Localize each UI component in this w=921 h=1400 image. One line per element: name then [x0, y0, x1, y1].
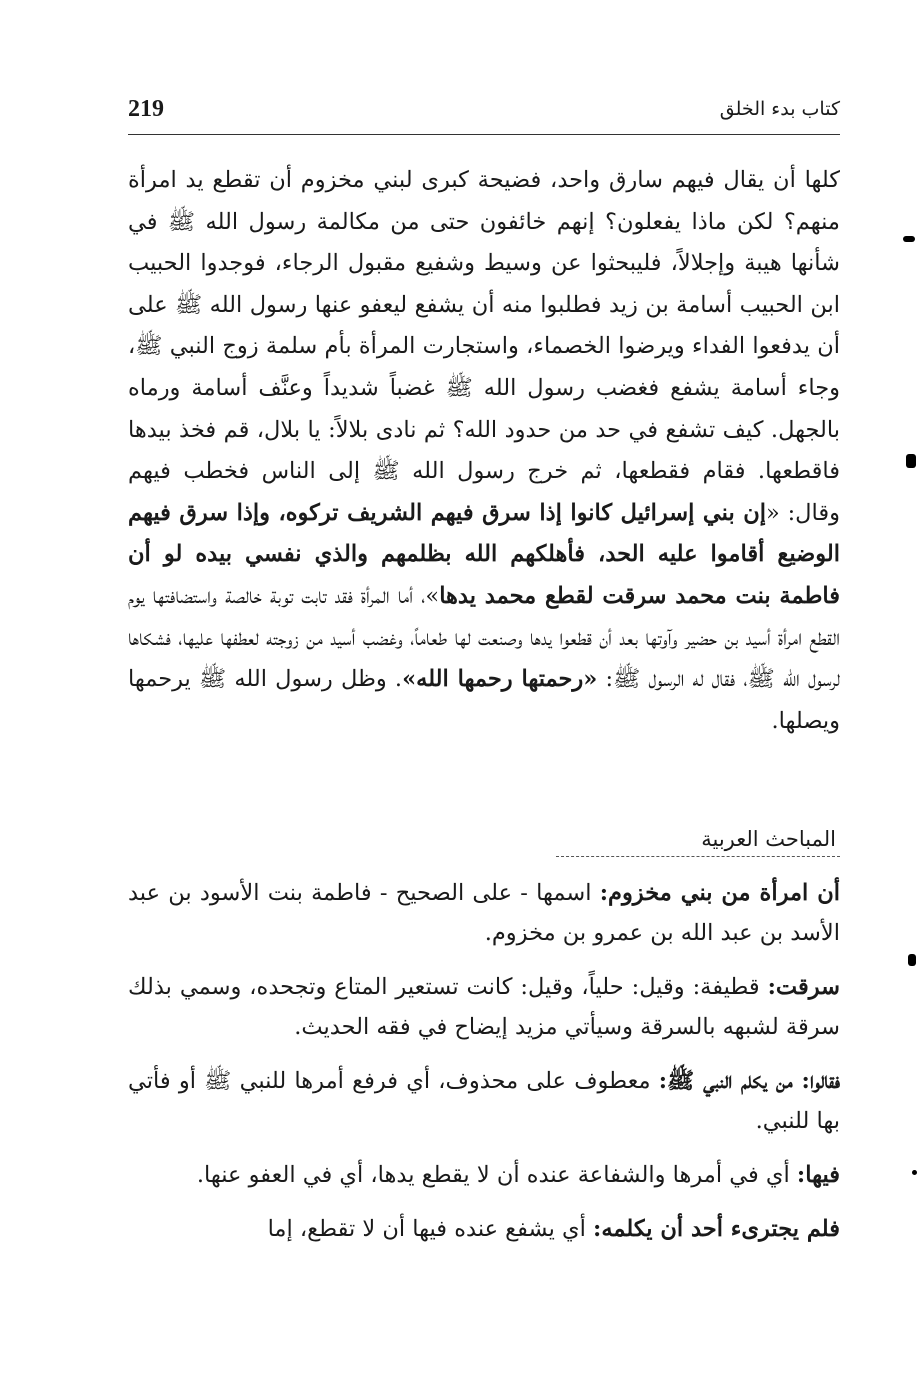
hadith-quote: «رحمتها رحمها الله» [402, 666, 598, 693]
paragraph [128, 160, 840, 742]
entry [128, 1061, 840, 1141]
entry-text: معطوف على محذوف، أي فرفع أمرها للنبي ﷺ أو فأتي بها للنبي. [128, 1068, 840, 1134]
paragraph-text: »، أما المرأة فقد تابت توبة خالصة واستضافتها يوم القطع امرأة أسيد بن حضير وآوتها بعد أن قطعوا يدها وصنعت لها طعاماً، وغضب أسيد من زوجته لعطفها عليها، فشكاها لرسول الله ﷺ، فقال له الرسول ﷺ: [128, 582, 841, 693]
paragraph-text: كلها أن يقال فيهم سارق واحد، فضيحة كبرى لبني مخزوم أن تقطع يد امرأة منهم؟ لكن ماذا يفعلون؟ إنهم خائفون حتى من مكالمة رسول الله ﷺ في شأنها هيبة وإجلالاً، فليبحثوا عن وسيط وشفيع مقبول الرجاء، فوجدوا الحبيب ابن الحبيب أسامة بن زيد فطلبوا منه أن يشفع ليعفو عنها رسول الله ﷺ على أن يدفعوا الفداء ويرضوا الخصماء، واستجارت المرأة بأم سلمة زوج النبي ﷺ، وجاء أسامة يشفع فغضب رسول الله ﷺ غضباً شديداً وعنَّف أسامة ورماه بالجهل. كيف تشفع في حد من حدود الله؟ ثم نادى بلالاً: يا بلال، قم فخذ بيدها فاقطعها. فقام فقطعها، ثم خرج رسول الله ﷺ إلى الناس فخطب فيهم وقال: « [128, 167, 840, 526]
entry-term: فيها: [796, 1162, 840, 1188]
section-title: المباحث العربية [556, 822, 840, 857]
entry-text: اسمها - على الصحيح - فاطمة بنت الأسود بن عبد الأسد بن عبد الله بن عمرو بن مخزوم. [128, 880, 840, 946]
scan-mark [908, 954, 916, 966]
scan-mark [903, 236, 915, 242]
linguistic-section [128, 822, 840, 1263]
page-number: 219 [128, 96, 164, 122]
entry [128, 967, 840, 1047]
entry [128, 1155, 840, 1195]
running-title: كتاب بدء الخلق [719, 98, 840, 120]
page-header [128, 96, 840, 135]
hadith-quote: إن بني إسرائيل كانوا إذا سرق فيهم الشريف تركوه، وإذا سرق فيهم الوضيع أقاموا عليه الحد، فأهلكهم الله بظلمهم والذي نفسي بيده لو أن فاطمة بنت محمد سرقت لقطع محمد يدها [128, 499, 840, 609]
entry [128, 1209, 840, 1249]
entry-term: فلم يجترىء أحد أن يكلمه: [593, 1216, 840, 1242]
entry-term: فقالوا: من يكلم النبي ﷺ: [658, 1068, 840, 1094]
main-paragraph [128, 160, 840, 742]
scan-mark [912, 1170, 917, 1175]
entry [128, 873, 840, 953]
entry-term: أن امرأة من بني مخزوم: [599, 880, 840, 906]
paragraph-text: . وظل رسول الله ﷺ يرحمها ويصلها. [128, 666, 840, 734]
scan-mark [906, 454, 916, 468]
entry-text: قطيفة: وقيل: حلياً، وقيل: كانت تستعير المتاع وتجحده، وسمي بذلك سرقة لشبهه بالسرقة وسيأتي مزيد إيضاح في فقه الحديث. [128, 974, 840, 1040]
entry-text: أي في أمرها والشفاعة عنده أن لا يقطع يدها، أي في العفو عنها. [196, 1162, 797, 1188]
entry-term: سرقت: [767, 974, 840, 1000]
entry-text: أي يشفع عنده فيها أن لا تقطع، إما [267, 1216, 594, 1242]
